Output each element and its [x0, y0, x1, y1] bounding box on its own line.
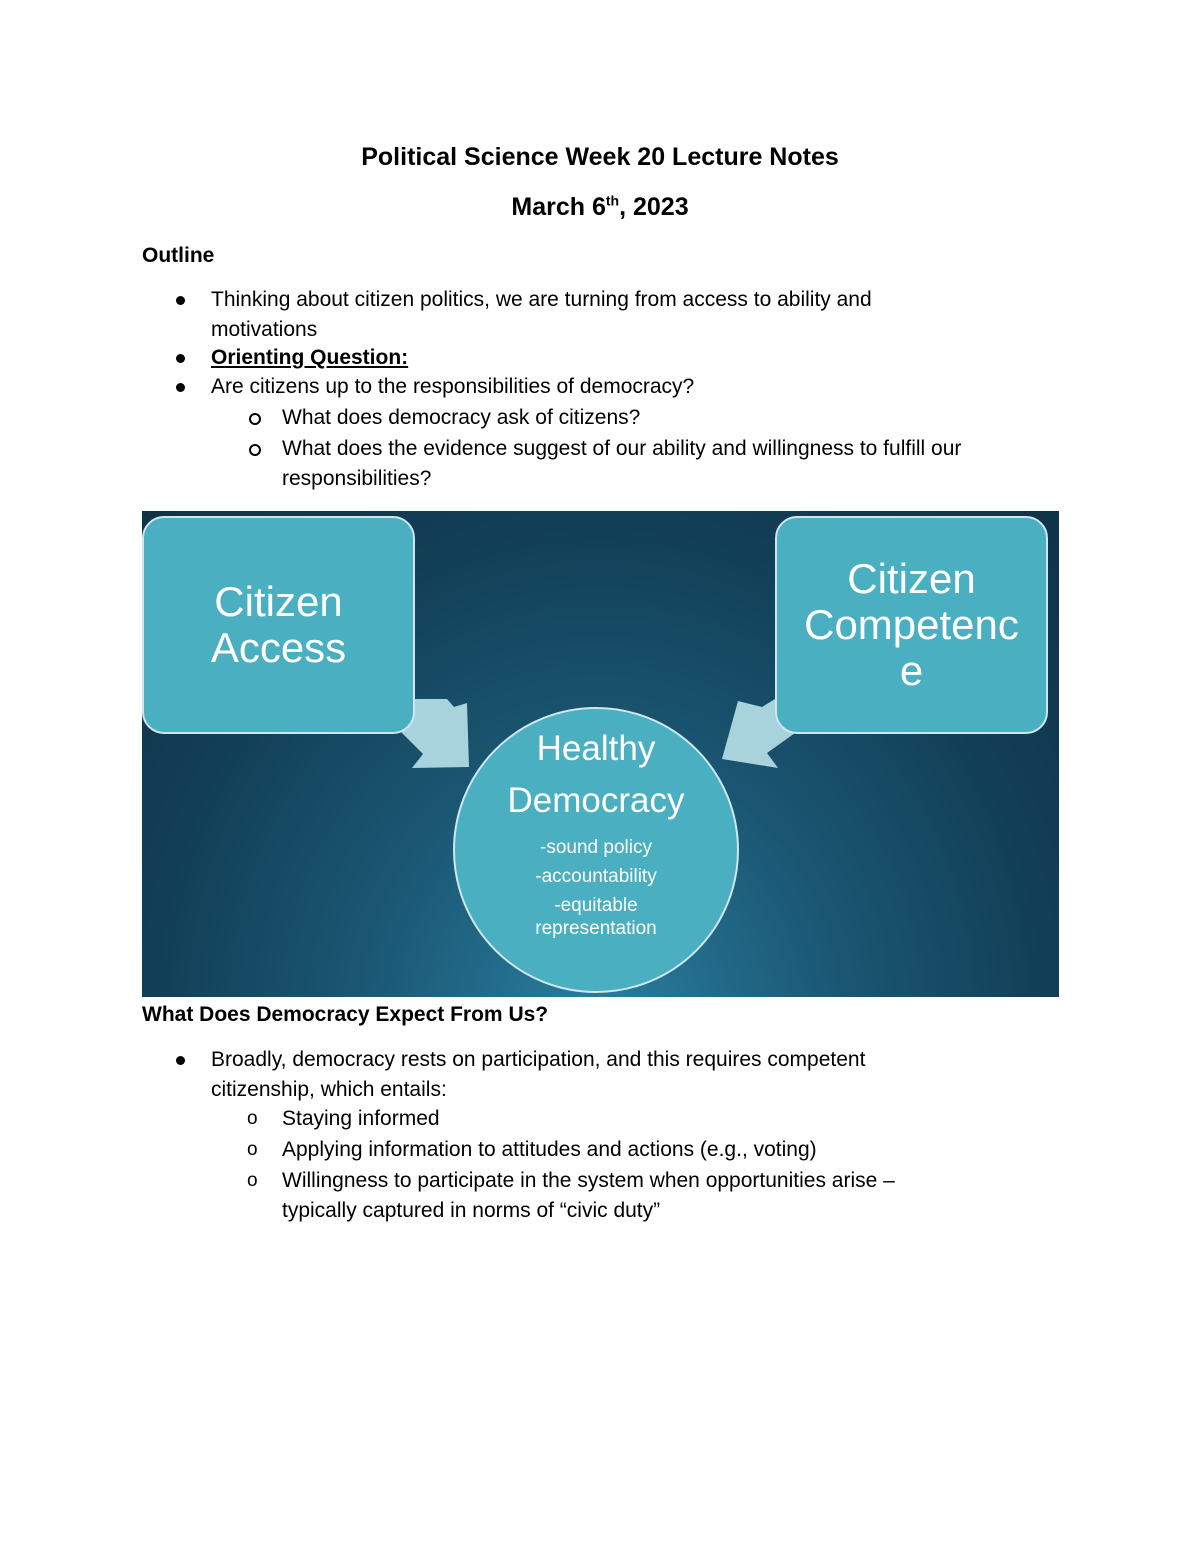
- healthy-democracy-circle: [453, 707, 739, 993]
- citizen-competence-line2: Competenc: [804, 601, 1019, 648]
- outline-subitem-2: [282, 434, 961, 494]
- citizen-competence-line3: e: [899, 647, 924, 694]
- section2-bullet-line2: citizenship, which entails:: [211, 1078, 447, 1101]
- sub-marker-icon: o: [247, 1139, 258, 1160]
- date-prefix: March 6: [511, 193, 606, 221]
- section2-heading: What Does Democracy Expect From Us?: [142, 1003, 549, 1026]
- detail-representation: representation: [535, 918, 657, 939]
- democracy-label: Democracy: [507, 781, 685, 820]
- section2-bullet: [211, 1045, 865, 1105]
- section2-subitem-1-text: Staying informed: [282, 1107, 440, 1130]
- date-suffix: , 2023: [619, 193, 689, 221]
- document-title: Political Science Week 20 Lecture Notes: [361, 143, 839, 171]
- circle-bullet-icon: [249, 444, 261, 456]
- section2-subitem-1: [282, 1104, 440, 1134]
- outline-item-1: [211, 285, 872, 345]
- outline-subitem-1-text: What does democracy ask of citizens?: [282, 406, 641, 429]
- detail-equitable: -equitable: [554, 895, 638, 916]
- bullet-icon: [176, 383, 185, 392]
- outline-item-3: [211, 372, 694, 402]
- bullet-icon: [176, 1056, 185, 1065]
- citizen-competence-box: [775, 516, 1048, 734]
- section2-subitem-3: [282, 1166, 895, 1226]
- document-date: [0, 192, 1200, 222]
- detail-sound-policy: -sound policy: [540, 837, 652, 858]
- citizen-competence-label: [804, 556, 1019, 694]
- bullet-icon: [176, 296, 185, 305]
- detail-accountability: -accountability: [535, 866, 657, 887]
- outline-subitem-1: [282, 403, 640, 433]
- citizen-access-line2: Access: [210, 624, 347, 671]
- section2-subitem-2-text: Applying information to attitudes and actions (e.g., voting): [282, 1138, 817, 1161]
- citizen-access-label: [211, 579, 346, 671]
- healthy-label: Healthy: [536, 729, 656, 768]
- section2-subitem-2: [282, 1135, 817, 1165]
- outline-item-3-text: Are citizens up to the responsibilities of democracy?: [211, 375, 695, 398]
- outline-heading: Outline: [142, 244, 215, 267]
- diagram-slide: [142, 511, 1059, 997]
- citizen-access-box: [142, 516, 415, 734]
- citizen-access-line1: Citizen: [214, 578, 343, 625]
- sub-marker-icon: o: [247, 1170, 258, 1191]
- section2-bullet-line1: Broadly, democracy rests on participation, and this requires competent: [211, 1048, 866, 1071]
- outline-subitem-2-line1: What does the evidence suggest of our ability and willingness to fulfill our: [282, 437, 962, 460]
- outline-item-1-line2: motivations: [211, 318, 318, 341]
- outline-item-1-line1: Thinking about citizen politics, we are turning from access to ability and: [211, 288, 872, 311]
- section2-subitem-3-line2: typically captured in norms of “civic duty”: [282, 1199, 661, 1222]
- citizen-competence-line1: Citizen: [847, 555, 976, 602]
- outline-item-2: [211, 343, 408, 373]
- bullet-icon: [176, 354, 185, 363]
- orienting-question-label: Orienting Question:: [211, 346, 409, 369]
- section2-subitem-3-line1: Willingness to participate in the system when opportunities arise –: [282, 1169, 895, 1192]
- date-superscript: th: [605, 192, 620, 209]
- circle-bullet-icon: [249, 413, 261, 425]
- outline-subitem-2-line2: responsibilities?: [282, 467, 432, 490]
- sub-marker-icon: o: [247, 1108, 258, 1129]
